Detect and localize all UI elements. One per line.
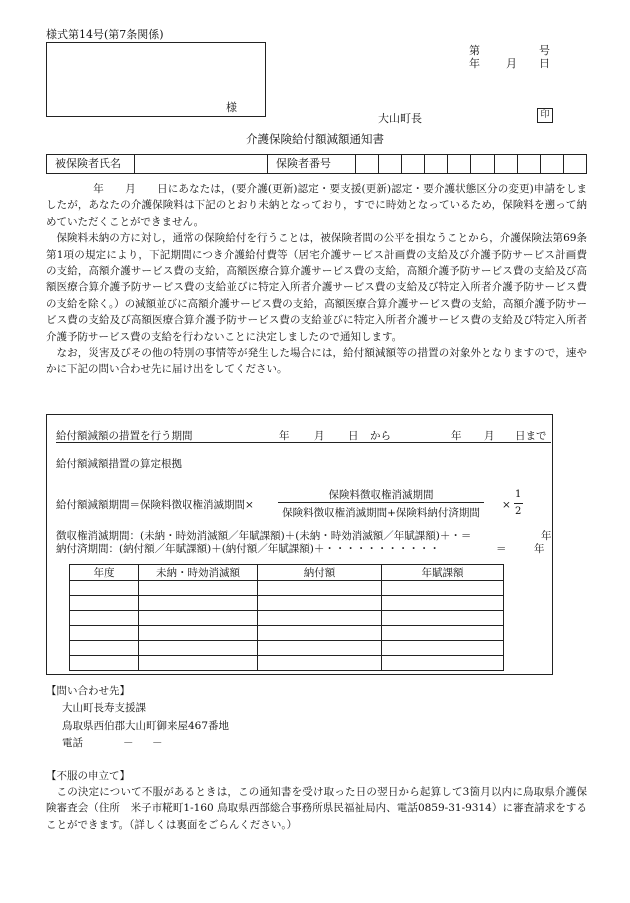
appeal-body (46, 784, 587, 833)
table-cell (258, 596, 382, 611)
insurer-number-digit (541, 155, 564, 173)
table-cell (139, 656, 258, 671)
table-cell (382, 581, 504, 596)
col-header-unpaid: 未納・時効消滅額 (139, 565, 258, 581)
period-label: 給付額減額の措置を行う期間 (56, 430, 193, 442)
period-from: から (370, 430, 391, 442)
date-day: 日 (539, 57, 550, 70)
insured-info-row (46, 154, 587, 174)
insurer-number-digit (471, 155, 494, 173)
table-cell (382, 656, 504, 671)
col-header-paid: 納付額 (258, 565, 382, 581)
inquiry-address: 鳥取県西伯郡大山町御来屋467番地 (62, 720, 230, 732)
table-row (70, 656, 504, 671)
body-paragraph: 保険料未納の方に対し，通常の保険給付を行うことは，被保険者間の公平を損なうことから，介護保険法第69条第1項の規定により，下記期間につき介護給付費等（居宅介護サービス計画費の支給及び介護予防サービス計画費の支給，高額介護サービス費の支給，高額医療合算介護サービス費の支給，高額介護予防サービス費の支給及び高額医療合算介護予防サービス費の支給並びに特定入所者介護サービス費の支給及び特定入所者介護予防サービス費の支給を除く。）の減額並びに高額介護サービス費の支給，高額医療合算介護サービス費の支給，高額介護予防サービス費の支給及び高額医療合算介護予防サービス費の支給並びに特定入所者介護サービス費の支給及び特定入所者介護予防サービス費の支給を行わないことに決定しましたので通知します。 (46, 232, 587, 343)
table-cell (139, 641, 258, 656)
insurer-number-digit (448, 155, 471, 173)
inquiry-phone-value: － － (123, 737, 167, 749)
table-cell (139, 596, 258, 611)
lapse-period-definition: 徴収権消滅期間：(未納・時効消滅額／年賦課額)＋(未納・時効消滅額／年賦課額)＋・＝ (56, 530, 472, 542)
insurer-number-label: 保険者番号 (268, 155, 356, 173)
insurer-number-digit (495, 155, 518, 173)
notice-body (46, 181, 587, 378)
fraction-bar (278, 502, 484, 503)
body-paragraph: 年 月 日にあなたは，(要介護(更新)認定・要支援(更新)認定・要介護状態区分の変更)申請をしましたが，あなたの介護保険料は下記のとおり未納となっており，すでに時効となっているため，保険料を遡って納めていただくことができません。 (46, 183, 587, 228)
issuer-name: 大山町長 (378, 112, 422, 125)
table-cell (139, 626, 258, 641)
period-end-year: 年 (451, 430, 462, 442)
paid-period-equals: ＝ (496, 543, 507, 555)
period-underline (56, 442, 551, 443)
doc-number-prefix: 第 (469, 44, 480, 57)
insurer-number-digit (379, 155, 402, 173)
period-start-month: 月 (314, 430, 325, 442)
period-end-month: 月 (484, 430, 495, 442)
date-year: 年 (469, 57, 480, 70)
half-fraction-bar (514, 503, 523, 504)
paid-period-definition: 納付済期間：(納付額／年賦課額)＋(納付額／年賦課額)＋・・・・・・・・・・・ (56, 543, 440, 555)
formula-numerator: 保険料徴収権消滅期間 (328, 489, 434, 501)
table-row (70, 641, 504, 656)
table-cell (382, 611, 504, 626)
inquiry-department: 大山町長寿支援課 (62, 702, 146, 714)
document-title: 介護保険給付額減額通知書 (246, 132, 384, 146)
table-cell (382, 596, 504, 611)
table-cell (382, 641, 504, 656)
table-cell (70, 626, 139, 641)
table-row (70, 596, 504, 611)
insurer-number-digit (356, 155, 379, 173)
table-cell (258, 611, 382, 626)
insurer-number-digit (518, 155, 541, 173)
date-month: 月 (506, 57, 517, 70)
inquiry-title: 【問い合わせ先】 (46, 685, 130, 697)
seal-mark: 印 (537, 108, 553, 123)
table-cell (139, 611, 258, 626)
table-cell (70, 656, 139, 671)
col-header-annual: 年賦課額 (382, 565, 504, 581)
table-cell (258, 581, 382, 596)
formula-times: × (502, 499, 511, 511)
table-row (70, 626, 504, 641)
table-cell (382, 626, 504, 641)
table-cell (70, 596, 139, 611)
doc-number-suffix: 号 (539, 44, 550, 57)
table-cell (70, 581, 139, 596)
insurer-number-digit (402, 155, 425, 173)
half-numerator: 1 (515, 489, 522, 500)
table-cell (70, 611, 139, 626)
period-end-day: 日まで (515, 430, 547, 442)
insurer-number-digit (425, 155, 448, 173)
formula-lhs: 給付額減額期間＝保険料徴収権消滅期間× (56, 499, 254, 511)
premium-table (69, 564, 504, 671)
appeal-title: 【不服の申立て】 (46, 770, 130, 782)
recipient-honorific: 様 (226, 101, 237, 114)
insured-name-field (135, 155, 268, 173)
table-row (70, 611, 504, 626)
insurer-number-digit (564, 155, 586, 173)
table-row (70, 581, 504, 596)
table-cell (258, 641, 382, 656)
lapse-period-unit: 年 (541, 530, 552, 542)
form-number: 様式第14号(第7条関係) (46, 28, 164, 41)
paid-period-unit: 年 (534, 543, 545, 555)
appeal-paragraph: この決定について不服があるときは，この通知書を受け取った日の翌日から起算して3箇月以内に鳥取県介護保険審査会（住所 米子市糀町1-160 鳥取県西部総合事務所県民福祉局内、電話0859-31-9314）に審査請求をすることができます。（詳しくは裏面をごらんください。） (46, 786, 587, 831)
half-denominator: 2 (515, 506, 522, 517)
col-header-fiscal-year: 年度 (70, 565, 139, 581)
table-cell (258, 626, 382, 641)
table-cell (258, 656, 382, 671)
table-cell (70, 641, 139, 656)
inquiry-phone-label: 電話 (62, 737, 83, 749)
insured-name-label: 被保険者氏名 (47, 155, 135, 173)
table-cell (139, 581, 258, 596)
period-start-day: 日 (348, 430, 359, 442)
body-paragraph: なお，災害及びその他の特別の事情等が発生した場合には，給付額減額等の措置の対象外となりますので，速やかに下記の問い合わせ先に届け出をしてください。 (46, 347, 587, 376)
period-start-year: 年 (279, 430, 290, 442)
basis-label: 給付額減額措置の算定根拠 (56, 458, 182, 470)
formula-denominator: 保険料徴収権消滅期間+保険料納付済期間 (282, 507, 480, 519)
